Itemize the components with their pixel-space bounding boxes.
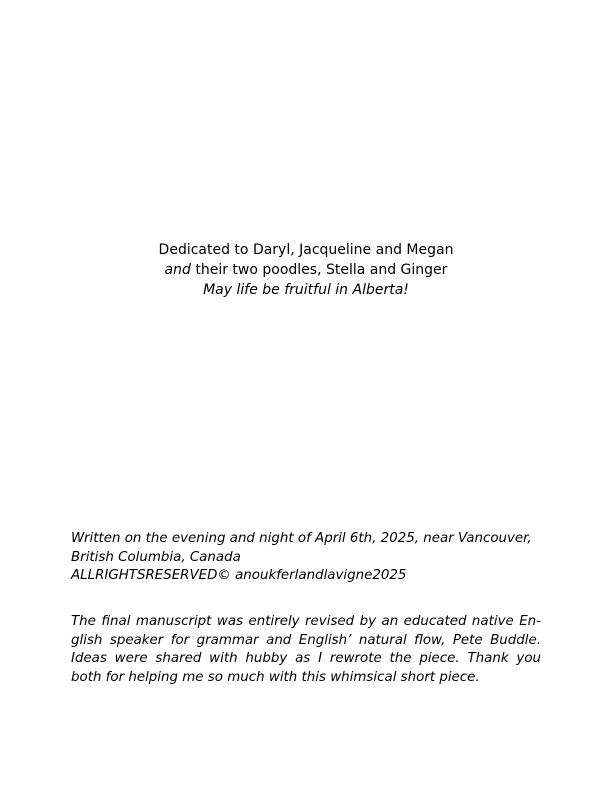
manuscript-line-1: The final manuscript was entirely revised by an educated native En- — [71, 614, 541, 629]
dedication-line-2 — [0, 260, 612, 280]
dedication-line-1: Dedicated to Daryl, Jacqueline and Megan — [158, 242, 454, 258]
manuscript-line-4: both for helping me so much with this whimsical short piece. — [71, 669, 480, 685]
dedication-line-2-rest: their two poodles, Stella and Ginger — [190, 262, 448, 278]
manuscript-line-2: glish speaker for grammar and English’ natural flow, Pete Buddle. — [71, 632, 541, 648]
colophon-block — [71, 530, 541, 586]
dedication-line-3 — [0, 280, 612, 300]
manuscript-line-3: Ideas were shared with hubby as I rewrote the piece. Thank you — [71, 651, 541, 666]
colophon-line-1: Written on the evening and night of April 6th, 2025, near Vancouver, — [71, 531, 532, 546]
dedication-line-3-text: May life be fruitful in Alberta! — [203, 282, 409, 298]
dedication-line-2-italic: and — [164, 262, 191, 278]
dedication-block — [0, 240, 612, 300]
manuscript-note — [71, 613, 541, 687]
copyright-notice: ALLRIGHTSRESERVED© anoukferlandlavigne2025 — [71, 568, 407, 583]
colophon-line-2: British Columbia, Canada — [71, 549, 241, 565]
